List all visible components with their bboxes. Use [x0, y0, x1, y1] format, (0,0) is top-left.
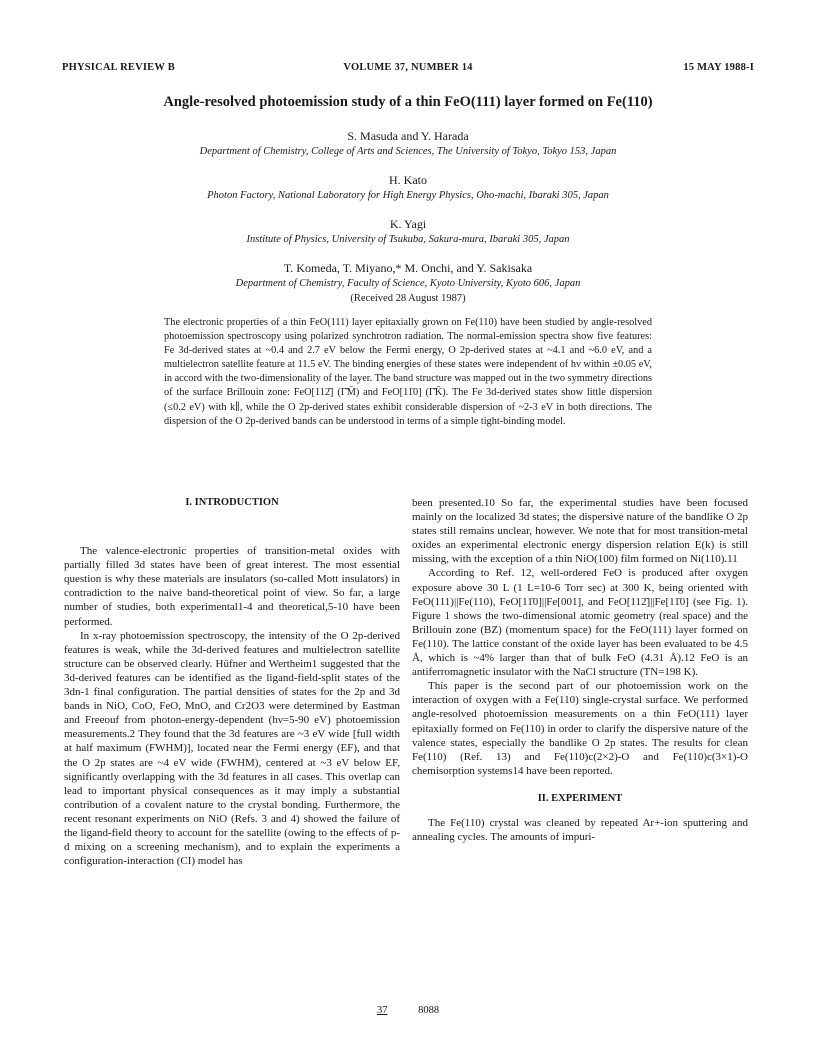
affiliation-1: Department of Chemistry, College of Arts and Sciences, The University of Tokyo, Tokyo 153, Japan [199, 146, 617, 157]
author-group-4: T. Komeda, T. Miyano,* M. Onchi, and Y. Sakisaka [283, 261, 533, 275]
volume-number: VOLUME 37, NUMBER 14 [343, 62, 473, 73]
issue-date: 15 MAY 1988-I [683, 62, 754, 73]
left-column [64, 496, 400, 868]
paragraph: According to Ref. 12, well-ordered FeO is produced after oxygen exposure above 30 L (1 L=10-6 Torr sec) at 300 K, being oriented with FeO(111)||Fe(110), FeO[11̄0]||Fe[001], and FeO[112̄]||Fe[11̄0] (see Fig. 1). Figure 1 shows the two-dimensional atomic geometry (real space) and the Brillouin zone (BZ) (momentum space) for the FeO(111) layer formed on Fe(110). The lattice constant of the oxide layer has been evaluated to be 4.5 Å, which is ~4% larger than that of bulk FeO (4.31 Å).12 FeO is an antiferromagnetic insulator with the NaCl structure (TN=198 K). [412, 567, 748, 679]
affiliation-2: Photon Factory, National Laboratory for High Energy Physics, Oho-machi, Ibaraki 305, Japan [207, 190, 609, 201]
page-footer [0, 1005, 816, 1016]
abstract [164, 316, 652, 429]
paragraph: been presented.10 So far, the experimental studies have been focused mainly on the localized 3d states; the dispersive nature of the bandlike O 2p states still remains unclear, however. We note that for most transition-metal oxides an experimental electronic energy dispersion relation E(k) is still missing, with the exception of a thin NiO(100) film formed on Ni(110).11 [412, 497, 748, 566]
section-heading-experiment: II. EXPERIMENT [537, 792, 623, 804]
section-heading-introduction: I. INTRODUCTION [185, 497, 279, 508]
affiliation-3: Institute of Physics, University of Tsukuba, Sakura-mura, Ibaraki 305, Japan [246, 234, 570, 245]
paper-title: Angle-resolved photoemission study of a thin FeO(111) layer formed on Fe(110) [163, 94, 653, 110]
footer-volume: 37 [376, 1005, 388, 1016]
author-group-2: H. Kato [389, 173, 427, 187]
paragraph: This paper is the second part of our photoemission work on the interaction of oxygen with a Fe(110) single-crystal surface. We performed angle-resolved photoemission measurements on a thin FeO(111) layer epitaxially formed on Fe(110) in order to clarify the dispersive nature of the valence states, especially the bandlike O 2p states. The results for clean Fe(110) (Ref. 13) and Fe(110)c(2×2)-O and Fe(110)c(3×1)-O chemisorption systems14 have been reported. [412, 680, 748, 777]
abstract-text: The electronic properties of a thin FeO(111) layer epitaxially grown on Fe(110) have been studied by angle-resolved photoemission spectroscopy using polarized synchrotron radiation. The normal-emission spectra show five features: Fe 3d-derived states at ~0.4 and 2.7 eV below the Fermi energy, O 2p-derived states at ~4.1 and ~6.0 eV, and a multielectron satellite feature at 11.5 eV. The binding energies of these states were independent of hν within ±0.05 eV, in accord with the two-dimensionality of the layer. The band structure was mapped out in the two symmetry directions of the surface Brillouin zone: FeO[112̄] (Γ̄M̄) and FeO[11̄0] (Γ̄K̄). The Fe 3d-derived states show little dispersion (≤0.2 eV) with k∥, while the O 2p-derived states exhibit considerable dispersion of ~2-3 eV in both directions. The dispersion of the O 2p-derived bands can be understood in terms of a simple tight-binding model. [164, 317, 652, 427]
received-date: (Received 28 August 1987) [350, 293, 466, 304]
right-column [412, 496, 748, 844]
paragraph: The valence-electronic properties of transition-metal oxides with partially filled 3d states have been of great interest. The most essential question is why these materials are insulators (so-called Mott insulators) in contradiction to the naive band-theoretical point of view. So far, a large number of studies, both experimental1-4 and theoretical,5-10 have been performed. [64, 545, 400, 628]
author-group-1: S. Masuda and Y. Harada [347, 129, 469, 143]
page-number: 8088 [418, 1005, 440, 1016]
journal-name: PHYSICAL REVIEW B [62, 62, 175, 73]
paragraph: The Fe(110) crystal was cleaned by repeated Ar+-ion sputtering and annealing cycles. The amounts of impuri- [412, 816, 748, 844]
affiliation-4: Department of Chemistry, Faculty of Science, Kyoto University, Kyoto 606, Japan [235, 278, 581, 289]
author-group-3: K. Yagi [389, 217, 427, 231]
paragraph: In x-ray photoemission spectroscopy, the intensity of the O 2p-derived features is weak, while the 3d-derived features and multielectron satellite structure can be observed clearly. Hüfner and Wertheim1 suggested that the 3d-derived features can be identified as the ligand-field-split states of the 3dn-1 final configuration. The partial densities of states for the 2p and 3d bands in NiO, CoO, FeO, MnO, and Cr2O3 were determined by Eastman and Freeouf from photon-energy-dependent (hν=5-90 eV) photoemission measurements.2 They found that the 3d features are ~3 eV wide [full width at half maximum (FWHM)], located near the Fermi energy (EF), and that the O 2p states are ~4 eV wide (FWHM), centered at ~3 eV below EF, significantly overlapping with the 3d features in all cases. This overlap can lead to important physical consequences as it may imply a substantial contribution of a covalent nature to the crystal bonding. Furthermore, the recent resonant experiments on NiO (Refs. 3 and 4) showed the failure of the ligand-field theory to account for the satellite (owing to the effects of p-d mixing on a screening mechanism), and to explain the experiments a configuration-interaction (CI) model has [64, 629, 400, 868]
